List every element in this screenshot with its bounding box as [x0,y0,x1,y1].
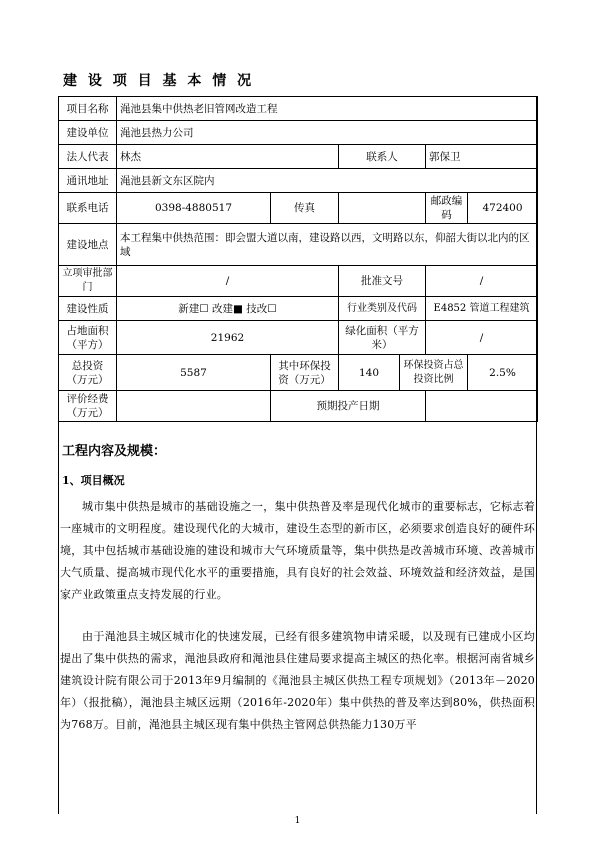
start-date-label: 预期投产日期 [271,391,426,422]
fax-value [339,193,426,224]
env-ratio-value: 2.5% [468,355,538,391]
legal-rep-value: 林杰 [117,145,339,169]
address-label: 通讯地址 [59,169,117,193]
green-value: / [426,321,538,355]
table-row [59,224,538,266]
green-label: 绿化面积（平方米） [339,321,426,355]
builder-value: 渑池县热力公司 [117,121,538,145]
contact-value: 郭保卫 [426,145,538,169]
table-row [59,266,538,297]
env-ratio-label: 环保投资占总投资比例 [400,355,468,391]
page-number: 1 [294,816,301,826]
industry-label: 行业类别及代码 [339,297,426,321]
postcode-value: 472400 [468,193,538,224]
location-label: 建设地点 [59,224,117,266]
phone-value: 0398-4880517 [117,193,271,224]
address-value: 渑池县新文东区院内 [117,169,538,193]
start-date-value [426,391,538,422]
table-row [59,97,538,121]
table-row [59,121,538,145]
industry-value: E4852 管道工程建筑 [426,297,538,321]
section-title: 建 设 项 目 基 本 情 况 [63,73,255,89]
investment-value: 5587 [117,355,271,391]
table-row [59,355,538,391]
content-subheading: 1、项目概况 [62,474,125,487]
approval-dept-value: / [117,266,339,297]
fax-label: 传真 [271,193,339,224]
table-row [59,297,538,321]
legal-rep-label: 法人代表 [59,145,117,169]
nature-label: 建设性质 [59,297,117,321]
approval-no-label: 批准文号 [339,266,426,297]
nature-value: 新建☐ 改建■ 技改☐ [117,297,339,321]
eval-fee-value [117,391,271,422]
project-name-label: 项目名称 [59,97,117,121]
table-row [59,193,538,224]
phone-label: 联系电话 [59,193,117,224]
paragraph-overview: 城市集中供热是城市的基础设施之一，集中供热普及率是现代化城市的重要标志，它标志着一座城市的文明程度。建设现代化的大城市，建设生态型的新市区，必须要求创造良好的硬件环境，其中包括城市基础设施的建设和城市大气环境质量等，集中供热是改善城市环境、改善城市大气质量、提高城市现代化水平的重要措施，具有良好的社会效益、环境效益和经济效益，是国家产业政策重点支持发展的行业。 [60,500,535,601]
builder-label: 建设单位 [59,121,117,145]
project-name-value: 渑池县集中供热老旧管网改造工程 [117,97,538,121]
location-value: 本工程集中供热范围：即会盟大道以南，建设路以西，文明路以东，仰韶大街以北内的区域 [117,224,538,266]
investment-label: 总投资（万元） [59,355,117,391]
table-row [59,321,538,355]
content-heading: 工程内容及规模： [62,444,167,459]
table-row [59,169,538,193]
table-row [59,391,538,422]
env-invest-label: 其中环保投资（万元） [271,355,339,391]
contact-label: 联系人 [339,145,426,169]
postcode-label: 邮政编码 [426,193,468,224]
paragraph-background: 由于渑池县主城区城市化的快速发展，已经有很多建筑物申请采暖，以及现有已建成小区均提出了集中供热的需求，渑池县政府和渑池县住建局要求提高主城区的热化率。根据河南省城乡建筑设计院有限公司于2013年9月编制的《渑池县主城区供热工程专项规划》（2013年－2020年）（报批稿），渑池县主城区远期（2016年-2020年）集中供热的普及率达到80%，供热面积为768万。目前，渑池县主城区现有集中供热主管网总供热能力130万平 [60,630,535,731]
area-label: 占地面积（平方） [59,321,117,355]
project-info-table [58,96,538,422]
table-row [59,145,538,169]
eval-fee-label: 评价经费（万元） [59,391,117,422]
approval-dept-label: 立项审批部门 [59,266,117,297]
env-invest-value: 140 [339,355,400,391]
area-value: 21962 [117,321,339,355]
approval-no-value: / [426,266,538,297]
